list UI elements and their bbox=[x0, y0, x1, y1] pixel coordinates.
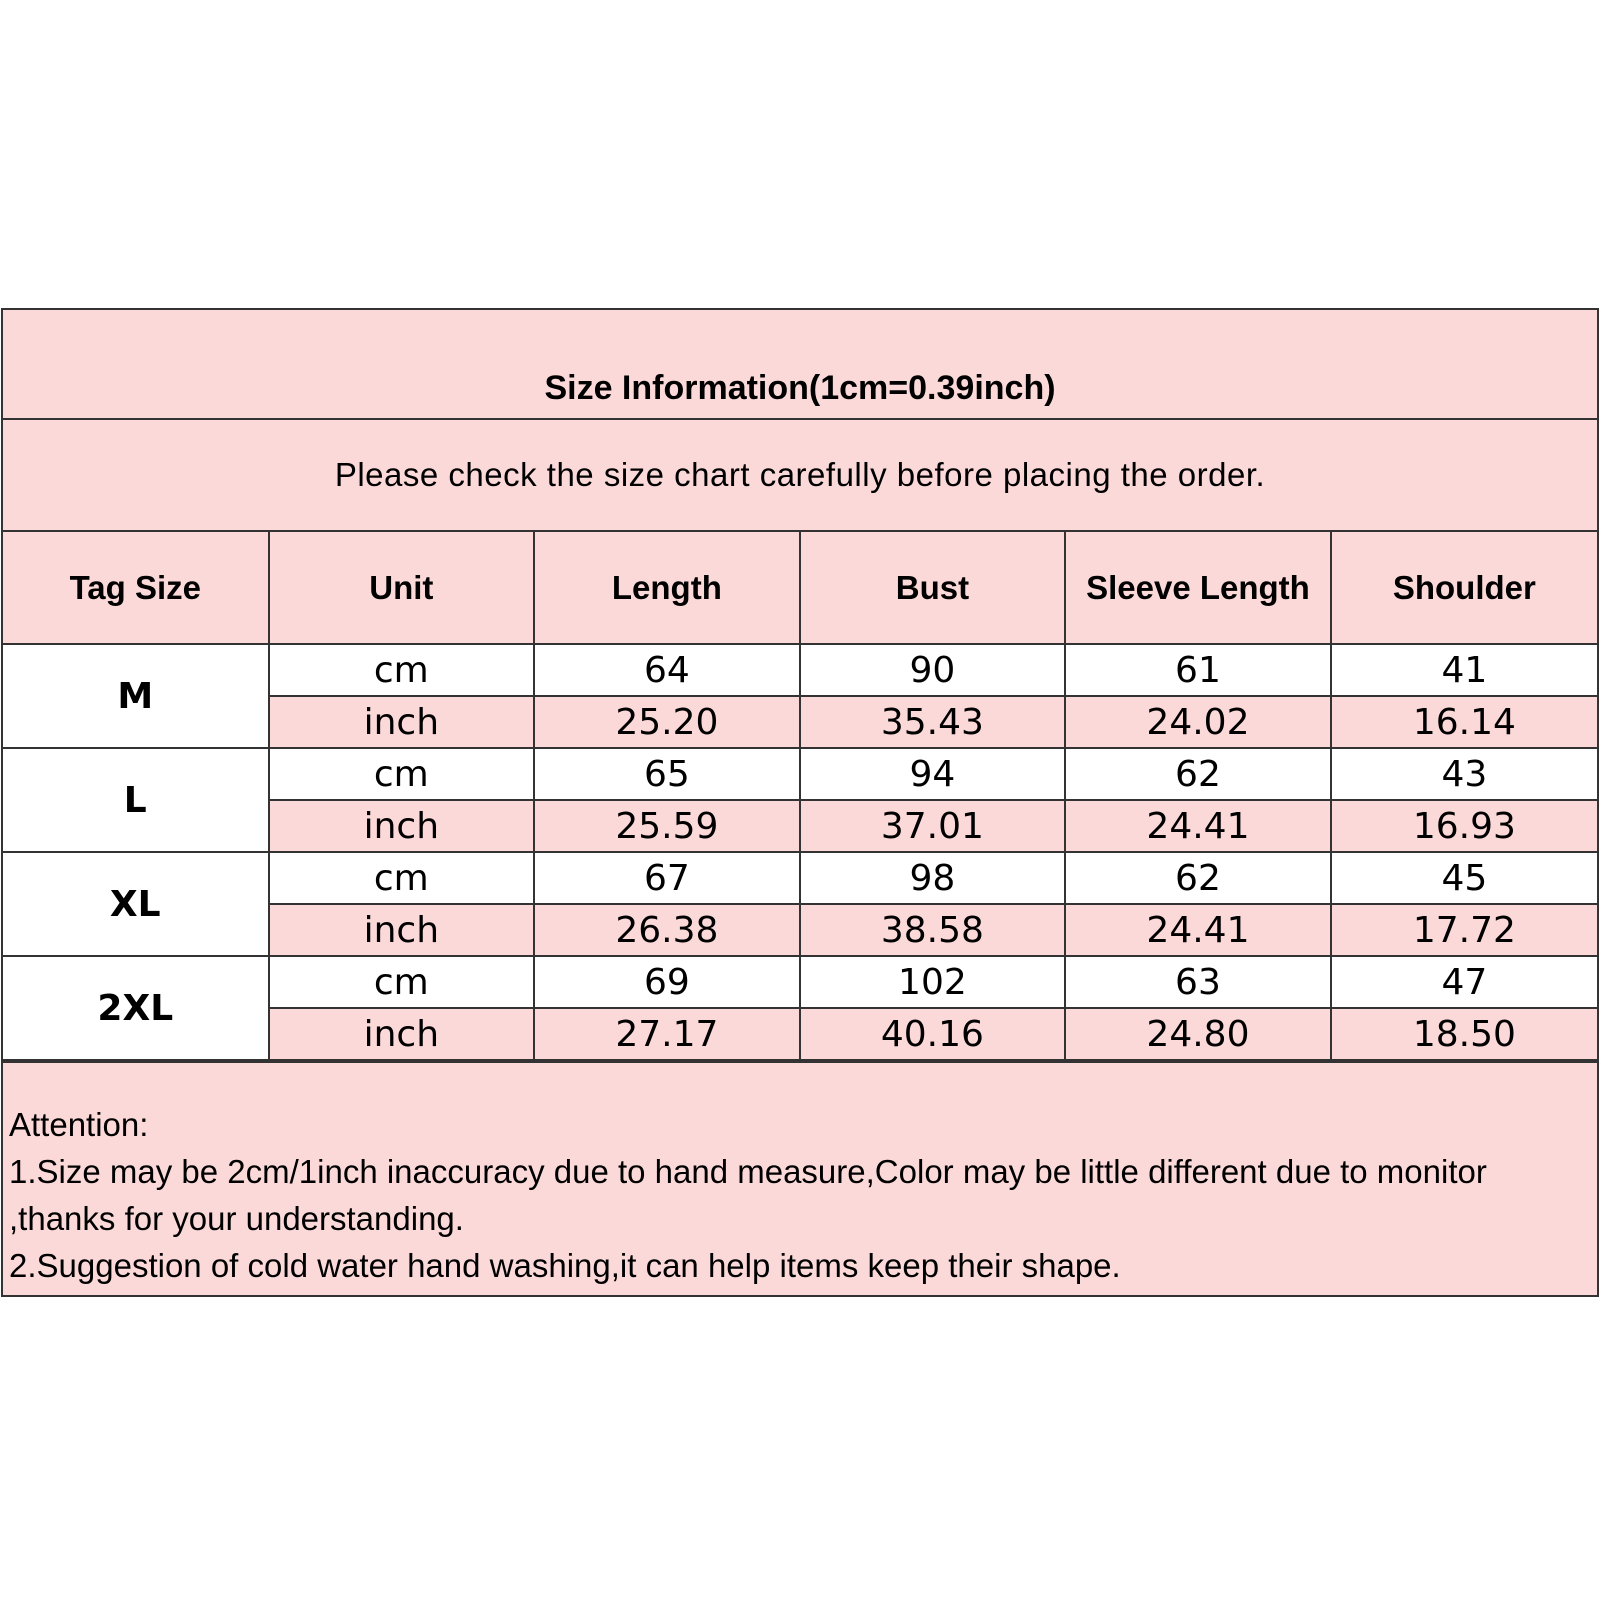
sleeve-length-cell: 24.80 bbox=[1065, 1008, 1331, 1060]
sleeve-length-cell: 61 bbox=[1065, 644, 1331, 696]
sleeve-length-cell: 24.02 bbox=[1065, 696, 1331, 748]
bust-cell: 35.43 bbox=[800, 696, 1066, 748]
table-row bbox=[3, 852, 1597, 904]
unit-cell: inch bbox=[269, 904, 535, 956]
shoulder-cell: 18.50 bbox=[1331, 1008, 1597, 1060]
title-row bbox=[3, 310, 1597, 420]
length-cell: 67 bbox=[534, 852, 800, 904]
shoulder-cell: 45 bbox=[1331, 852, 1597, 904]
bust-cell: 38.58 bbox=[800, 904, 1066, 956]
unit-cell: inch bbox=[269, 696, 535, 748]
bust-cell: 98 bbox=[800, 852, 1066, 904]
length-cell: 26.38 bbox=[534, 904, 800, 956]
sleeve-length-cell: 24.41 bbox=[1065, 904, 1331, 956]
table-row bbox=[3, 644, 1597, 696]
bust-cell: 102 bbox=[800, 956, 1066, 1008]
shoulder-cell: 16.93 bbox=[1331, 800, 1597, 852]
tag-size-cell: M bbox=[3, 644, 269, 748]
size-table bbox=[3, 532, 1597, 1061]
sleeve-length-cell: 62 bbox=[1065, 748, 1331, 800]
unit-cell: cm bbox=[269, 852, 535, 904]
sleeve-length-cell: 63 bbox=[1065, 956, 1331, 1008]
unit-cell: cm bbox=[269, 644, 535, 696]
size-chart bbox=[1, 308, 1599, 1297]
tag-size-cell: L bbox=[3, 748, 269, 852]
shoulder-cell: 41 bbox=[1331, 644, 1597, 696]
table-row bbox=[3, 956, 1597, 1008]
attention-heading: Attention: bbox=[9, 1106, 149, 1143]
bust-cell: 90 bbox=[800, 644, 1066, 696]
header-sleeve-length: Sleeve Length bbox=[1065, 532, 1331, 644]
table-row bbox=[3, 748, 1597, 800]
unit-cell: cm bbox=[269, 748, 535, 800]
unit-cell: inch bbox=[269, 800, 535, 852]
shoulder-cell: 17.72 bbox=[1331, 904, 1597, 956]
length-cell: 25.59 bbox=[534, 800, 800, 852]
shoulder-cell: 43 bbox=[1331, 748, 1597, 800]
length-cell: 65 bbox=[534, 748, 800, 800]
length-cell: 25.20 bbox=[534, 696, 800, 748]
length-cell: 64 bbox=[534, 644, 800, 696]
shoulder-cell: 16.14 bbox=[1331, 696, 1597, 748]
unit-cell: cm bbox=[269, 956, 535, 1008]
header-bust: Bust bbox=[800, 532, 1066, 644]
tag-size-cell: 2XL bbox=[3, 956, 269, 1060]
shoulder-cell: 47 bbox=[1331, 956, 1597, 1008]
sleeve-length-cell: 24.41 bbox=[1065, 800, 1331, 852]
tag-size-cell: XL bbox=[3, 852, 269, 956]
header-tag-size: Tag Size bbox=[3, 532, 269, 644]
length-cell: 69 bbox=[534, 956, 800, 1008]
sleeve-length-cell: 62 bbox=[1065, 852, 1331, 904]
header-shoulder: Shoulder bbox=[1331, 532, 1597, 644]
length-cell: 27.17 bbox=[534, 1008, 800, 1060]
bust-cell: 37.01 bbox=[800, 800, 1066, 852]
bust-cell: 94 bbox=[800, 748, 1066, 800]
size-notice: Please check the size chart carefully before placing the order. bbox=[334, 456, 1266, 493]
header-length: Length bbox=[534, 532, 800, 644]
header-unit: Unit bbox=[269, 532, 535, 644]
header-row bbox=[3, 532, 1597, 644]
size-info-title: Size Information(1cm=0.39inch) bbox=[544, 369, 1056, 407]
attention-section bbox=[3, 1061, 1597, 1295]
attention-note: 1.Size may be 2cm/1inch inaccuracy due to hand measure,Color may be little different due to monitor ,thanks for your understanding. bbox=[9, 1153, 1487, 1237]
bust-cell: 40.16 bbox=[800, 1008, 1066, 1060]
notice-row bbox=[3, 420, 1597, 532]
attention-note: 2.Suggestion of cold water hand washing,it can help items keep their shape. bbox=[9, 1247, 1121, 1284]
unit-cell: inch bbox=[269, 1008, 535, 1060]
